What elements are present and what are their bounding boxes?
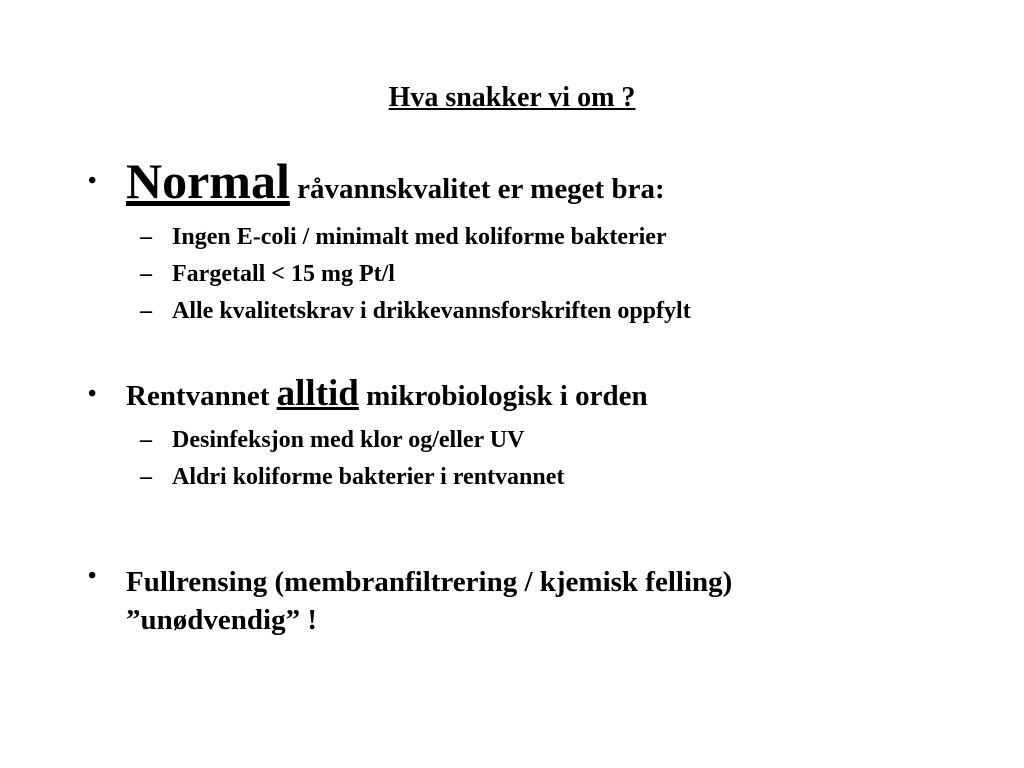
subitem-marker: – (140, 298, 152, 324)
bullet-text (126, 563, 946, 639)
subitem-marker: – (140, 427, 152, 453)
bullet-marker: • (88, 381, 97, 407)
bullet-text-start: Rentvannet (126, 380, 277, 412)
subitem-text: Aldri koliforme bakterier i rentvannet (172, 464, 565, 490)
subitem-marker: – (140, 464, 152, 490)
subitem-text: Alle kvalitetskrav i drikkevannsforskriften oppfylt (172, 298, 691, 324)
subitem-text: Ingen E-coli / minimalt med koliforme bakterier (172, 224, 667, 250)
bullet-text (126, 375, 946, 415)
bullet-text-rest: råvannskvalitet er meget bra: (289, 173, 665, 205)
subitem-text: Desinfeksjon med klor og/eller UV (172, 427, 525, 453)
subitem-text: Fargetall < 15 mg Pt/l (172, 261, 395, 287)
subitem-marker: – (140, 224, 152, 250)
subitem-marker: – (140, 261, 152, 287)
slide-title: Hva snakker vi om ? (388, 82, 636, 113)
bullet-marker: • (88, 563, 97, 589)
emphasis-word: alltid (276, 373, 359, 414)
bullet-marker: • (88, 168, 97, 194)
bullet-line-1: Fullrensing (membranfiltrering / kjemisk felling) (126, 566, 733, 598)
bullet-text (126, 153, 946, 209)
bullet-line-2: ”unødvendig” ! (126, 604, 317, 636)
emphasis-word: Normal (126, 153, 290, 209)
bullet-text-rest: mikrobiologisk i orden (358, 380, 648, 412)
